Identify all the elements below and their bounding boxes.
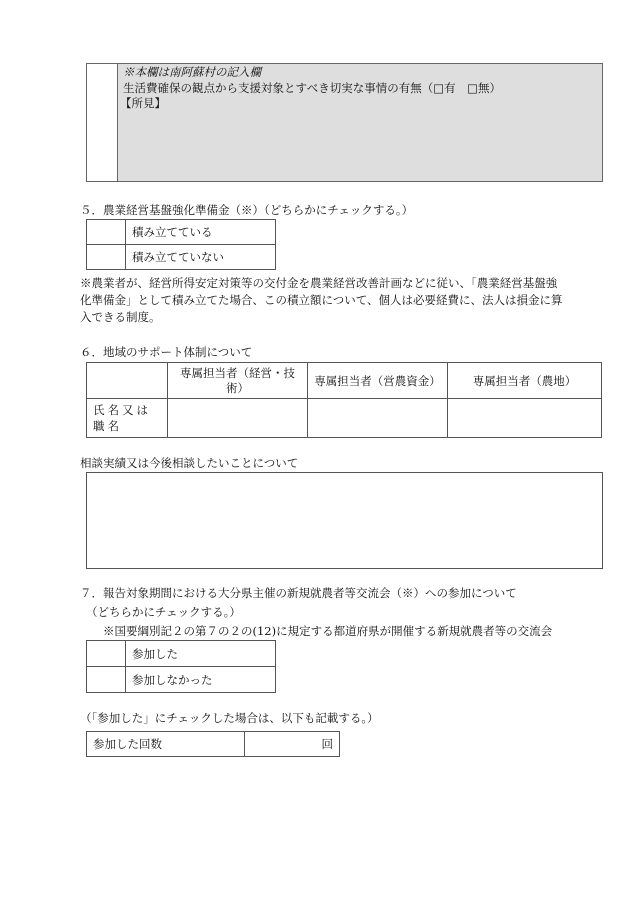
attendance-count-table: [86, 731, 340, 757]
support-system-table: [86, 362, 602, 438]
section7-subheading: （どちらかにチェックする。）: [86, 605, 241, 619]
section7-heading: ７．報告対象期間における大分県主催の新規就農者等交流会（※）への参加について: [80, 586, 517, 600]
check-cell[interactable]: [87, 220, 126, 245]
section6-heading: ６．地域のサポート体制について: [80, 345, 253, 359]
option-label: 積み立てていない: [126, 245, 276, 270]
name-cell[interactable]: [308, 399, 448, 438]
option-label: 積み立てている: [126, 220, 276, 245]
count-unit: 回: [321, 737, 333, 751]
option-label: 参加しなかった: [126, 667, 276, 693]
section5-heading: ５．農業経営基盤強化準備金（※）（どちらかにチェックする。）: [80, 203, 414, 217]
name-cell[interactable]: [168, 399, 308, 438]
check-cell[interactable]: [87, 245, 126, 270]
followup-note: （「参加した」にチェックした場合は、以下も記載する。）: [80, 711, 379, 725]
reserve-fund-note: [80, 275, 563, 326]
municipality-entry-area[interactable]: [118, 64, 602, 181]
municipality-entry-box: [86, 63, 603, 182]
consult-textbox[interactable]: [86, 472, 603, 569]
check-column[interactable]: [87, 64, 118, 181]
municipality-note: ※本欄は南阿蘇村の記入欄: [123, 65, 261, 79]
count-cell[interactable]: [245, 732, 340, 757]
blank-header: [87, 363, 168, 399]
exchange-meeting-table: [86, 640, 276, 693]
consult-label: 相談実績又は今後相談したいことについて: [80, 456, 299, 470]
column-header: 専属担当者（農地）: [448, 363, 602, 399]
hardship-question: 生活費確保の観点から支援対象とすべき切実な事情の有無（□有 □無）: [123, 81, 501, 95]
count-label: 参加した回数: [87, 732, 245, 757]
note-line: 化準備金」として積み立てた場合、この積立額について、個人は必要経費に、法人は損金に算: [80, 293, 563, 307]
column-header: 専属担当者（営農資金）: [308, 363, 448, 399]
column-header: 専属担当者（経営・技術）: [168, 363, 308, 399]
reserve-fund-table: [86, 219, 276, 270]
name-cell[interactable]: [448, 399, 602, 438]
check-cell[interactable]: [87, 641, 126, 667]
note-line: ※農業者が、経営所得安定対策等の交付金を農業経営改善計画などに従い、「農業経営基盤強: [80, 276, 558, 290]
note-line: 入できる制度。: [80, 310, 161, 324]
check-cell[interactable]: [87, 667, 126, 693]
section7-note: ※国要綱別記２の第７の２の(12)に規定する都道府県が開催する新規就農者等の交流会: [103, 624, 553, 638]
row-label: 氏名又は職名: [87, 399, 168, 438]
option-label: 参加した: [126, 641, 276, 667]
findings-label: 【所見】: [120, 96, 166, 110]
